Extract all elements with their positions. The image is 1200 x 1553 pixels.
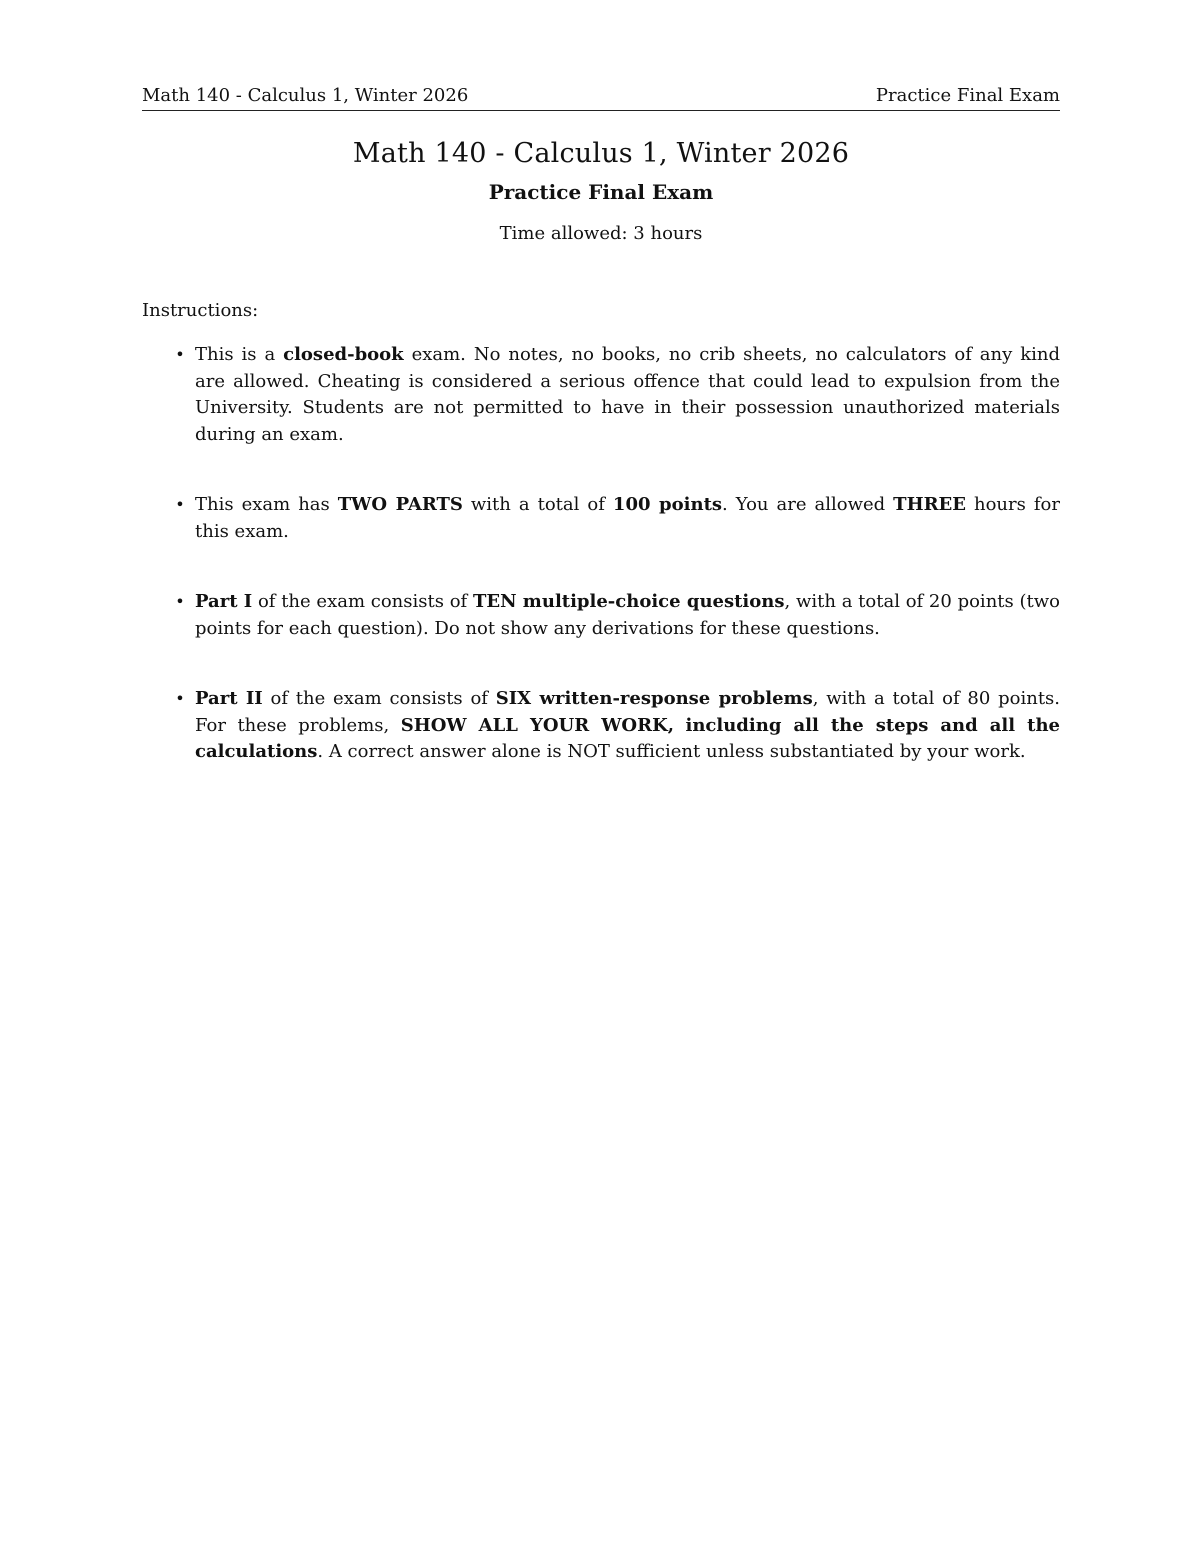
bullet-icon: •	[175, 495, 185, 514]
running-header-exam: Practice Final Exam	[875, 85, 1060, 106]
bullet-icon: •	[175, 592, 185, 611]
running-header	[142, 84, 1060, 111]
instruction-part-two: • Part II of the exam consists of SIX written-response problems, with a total of 80 points. For these problems, SHOW ALL YOUR WORK, including all the steps and all the calculations. A correct answer alone is NOT sufficient unless substantiated by your work.	[142, 686, 1060, 766]
instruction-closed-book: • This is a closed-book exam. No notes, no books, no crib sheets, no calculators of any kind are allowed. Cheating is considered a serious offence that could lead to expulsion from the University. Students are not permitted to have in their possession unauthorized materials during an exam.	[142, 342, 1060, 448]
running-header-course: Math 140 - Calculus 1, Winter 2026	[142, 85, 469, 106]
instructions-heading: Instructions:	[142, 300, 259, 321]
instruction-two-parts: • This exam has TWO PARTS with a total of 100 points. You are allowed THREE hours for this exam.	[142, 492, 1060, 545]
bullet-icon: •	[175, 689, 185, 708]
bullet-icon: •	[175, 345, 185, 364]
instruction-part-one: • Part I of the exam consists of TEN multiple-choice questions, with a total of 20 points (two points for each question). Do not show any derivations for these questions.	[142, 589, 1060, 642]
time-allowed: Time allowed: 3 hours	[499, 223, 703, 244]
page-subtitle: Practice Final Exam	[488, 180, 714, 204]
instructions-list	[142, 342, 1060, 810]
page-title: Math 140 - Calculus 1, Winter 2026	[352, 138, 850, 169]
title-block	[142, 136, 1060, 246]
